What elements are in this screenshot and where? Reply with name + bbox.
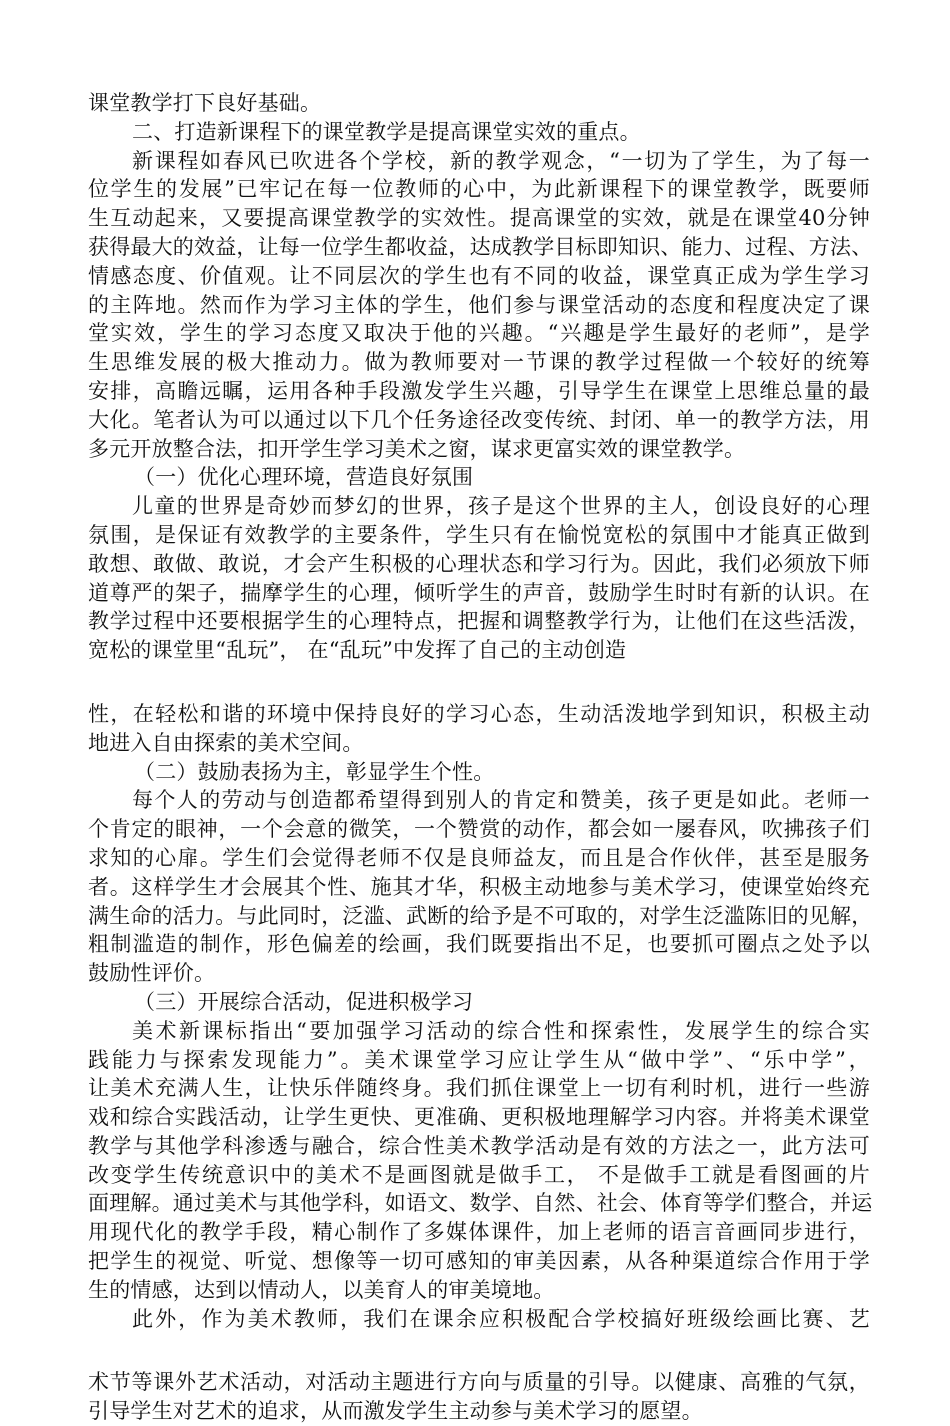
- text-line: 氛围，是保证有效教学的主要条件，学生只有在愉悦宽松的氛围中才能真正做到: [88, 522, 870, 547]
- page-break-gap: [88, 665, 870, 700]
- text-line: 大化。笔者认为可以通过以下几个任务途径改变传统、封闭、单一的教学方法，用: [88, 407, 870, 432]
- text-line: 性，在轻松和谐的环境中保持良好的学习心态，生动活泼地学到知识，积极主动: [88, 701, 870, 726]
- subsection-heading: （一）优化心理环境，营造良好氛围: [134, 465, 474, 490]
- text-line: 术节等课外艺术活动，对活动主题进行方向与质量的引导。以健康、高雅的气氛，: [88, 1370, 870, 1395]
- text-line: 生的情感，达到以情动人，以美育人的审美境地。: [88, 1277, 555, 1302]
- text-line: 面理解。通过美术与其他学科，如语文、数学、自然、社会、体育等学们整合，并运: [88, 1191, 873, 1216]
- text-line: 教学过程中还要根据学生的心理特点，把握和调整教学行为，让他们在这些活泼，: [88, 609, 870, 634]
- text-line: 粗制滥造的制作，形色偏差的绘画，我们既要指出不足，也要抓可圈点之处予以: [88, 932, 870, 957]
- section-heading: 二、打造新课程下的课堂教学是提高课堂实效的重点。: [132, 119, 641, 144]
- subsection-heading: （二）鼓励表扬为主，彰显学生个性。: [134, 759, 495, 784]
- document-page: [88, 89, 873, 1426]
- text-line: 满生命的活力。与此同时，泛滥、武断的给予是不可取的，对学生泛滥陈旧的见解，: [88, 903, 873, 928]
- text-line: 个肯定的眼神，一个会意的微笑，一个赞赏的动作，都会如一屡春风，吹拂孩子们: [88, 817, 870, 842]
- text-line: 新课程如春风已吹进各个学校，新的教学观念，“一切为了学生，为了每一: [132, 148, 870, 173]
- text-line: 地进入自由探索的美术空间。: [88, 730, 364, 755]
- text-line: 多元开放整合法，扣开学生学习美术之窗，谋求更富实效的课堂教学。: [88, 436, 746, 461]
- text-line: 教学与其他学科渗透与融合，综合性美术教学活动是有效的方法之一，此方法可: [88, 1133, 870, 1158]
- text-line: 生互动起来，又要提高课堂教学的实效性。提高课堂的实效，就是在课堂40分钟: [88, 206, 870, 231]
- text-line: 让美术充满人生，让快乐伴随终身。我们抓住课堂上一切有利时机，进行一些游: [88, 1076, 870, 1101]
- text-line: 敢想、敢做、敢说，才会产生积极的心理状态和学习行为。因此，我们必须放下师: [88, 551, 870, 576]
- text-line: 的主阵地。然而作为学习主体的学生，他们参与课堂活动的态度和程度决定了课: [88, 292, 870, 317]
- text-line: 改变学生传统意识中的美术不是画图就是做手工， 不是做手工就是看图画的片: [88, 1162, 870, 1187]
- text-line: 戏和综合实践活动，让学生更快、更准确、更积极地理解学习内容。并将美术课堂: [88, 1105, 870, 1130]
- text-line: 位学生的发展”已牢记在每一位教师的心中，为此新课程下的课堂教学，既要师: [88, 177, 870, 202]
- text-line: 宽松的课堂里“乱玩”， 在“乱玩”中发挥了自己的主动创造: [88, 638, 627, 663]
- text-line: 情感态度、价值观。让不同层次的学生也有不同的收益，课堂真正成为学生学习: [88, 263, 870, 288]
- text-line: 道尊严的架子，揣摩学生的心理，倾听学生的声音，鼓励学生时时有新的认识。在: [88, 580, 870, 605]
- page-break-gap: [88, 1333, 870, 1368]
- text-line: 美术新课标指出“要加强学习活动的综合性和探索性，发展学生的综合实: [132, 1018, 870, 1043]
- text-line: 践能力与探索发现能力”。美术课堂学习应让学生从“做中学”、“乐中学”，: [88, 1047, 870, 1072]
- text-line: 求知的心扉。学生们会觉得老师不仅是良师益友，而且是合作伙伴，甚至是服务: [88, 845, 870, 870]
- text-line: 每个人的劳动与创造都希望得到别人的肯定和赞美，孩子更是如此。老师一: [132, 788, 870, 813]
- text-line: 鼓励性评价。: [88, 961, 216, 986]
- text-line: 者。这样学生才会展其个性、施其才华，积极主动地参与美术学习，使课堂始终充: [88, 874, 870, 899]
- text-line: 生思维发展的极大推动力。做为教师要对一节课的教学过程做一个较好的统筹: [88, 350, 870, 375]
- text-line: 堂实效，学生的学习态度又取决于他的兴趣。“兴趣是学生最好的老师”，是学: [88, 321, 870, 346]
- text-line: 用现代化的教学手段，精心制作了多媒体课件，加上老师的语言音画同步进行，: [88, 1220, 870, 1245]
- text-line: 儿童的世界是奇妙而梦幻的世界，孩子是这个世界的主人，创设良好的心理: [132, 494, 870, 519]
- text-line: 此外，作为美术教师，我们在课余应积极配合学校搞好班级绘画比赛、艺: [132, 1306, 870, 1331]
- subsection-heading: （三）开展综合活动，促进积极学习: [134, 989, 474, 1014]
- text-line: 安排，高瞻远瞩，运用各种手段激发学生兴趣，引导学生在课堂上思维总量的最: [88, 378, 870, 403]
- text-line: 把学生的视觉、听觉、想像等一切可感知的审美因素，从各种渠道综合作用于学: [88, 1249, 870, 1274]
- text-line: 获得最大的效益，让每一位学生都收益，达成教学目标即知识、能力、过程、方法、: [88, 234, 873, 259]
- text-line: 引导学生对艺术的追求，从而激发学生主动参与美术学习的愿望。: [88, 1399, 703, 1424]
- text-line: 课堂教学打下良好基础。: [88, 91, 322, 115]
